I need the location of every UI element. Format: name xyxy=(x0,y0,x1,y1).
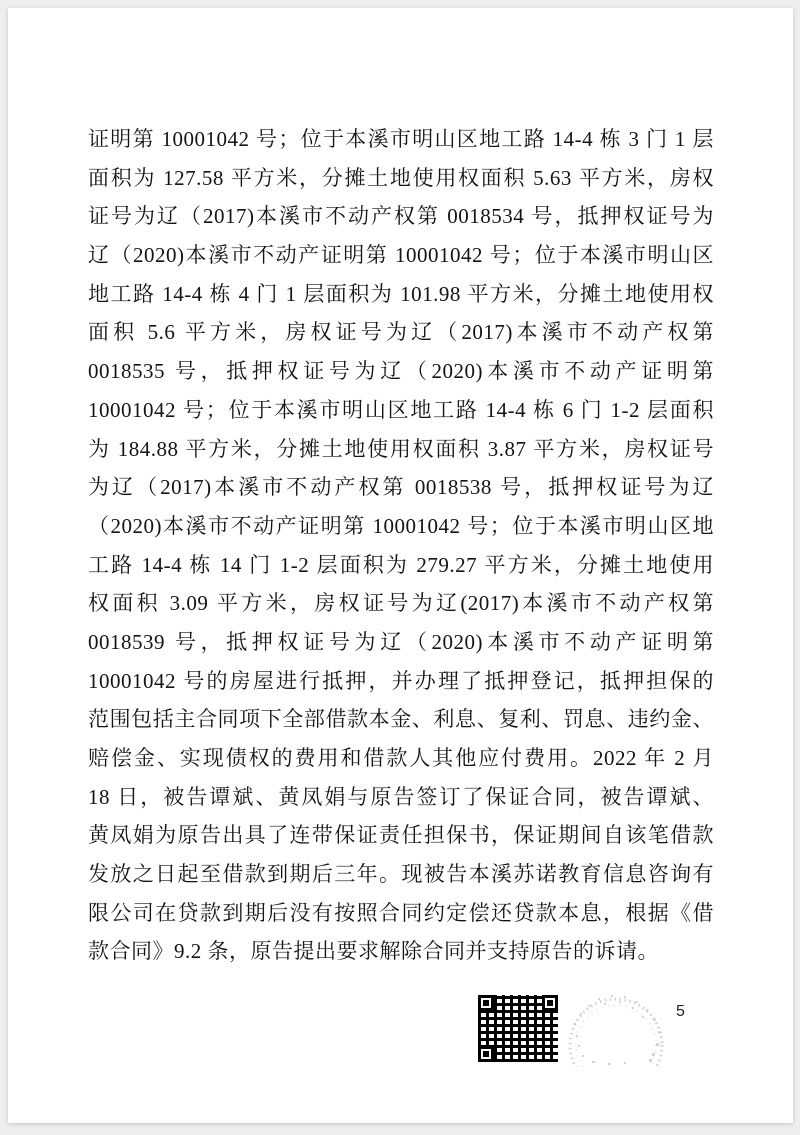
text-line: 为辽（2017)本溪市不动产权第 0018538 号，抵押权证号为辽 xyxy=(88,475,714,500)
qr-finder-icon xyxy=(542,995,558,1011)
document-body-text xyxy=(88,120,714,971)
text-line: 18 日，被告谭斌、黄凤娟与原告签订了保证合同，被告谭斌、 xyxy=(88,784,714,809)
text-line: 0018539 号，抵押权证号为辽（2020)本溪市不动产证明第 xyxy=(88,629,714,654)
qr-code-icon xyxy=(478,995,558,1062)
faded-seal-stamp-icon xyxy=(564,983,668,1067)
page-number: 5 xyxy=(676,1003,685,1020)
text-line: （2020)本溪市不动产证明第 10001042 号；位于本溪市明山区地 xyxy=(88,513,714,538)
text-line: 工路 14-4 栋 14 门 1-2 层面积为 279.27 平方米，分摊土地使用 xyxy=(88,552,714,577)
text-line: 权面积 3.09 平方米，房权证号为辽(2017)本溪市不动产权第 xyxy=(88,591,714,616)
text-line: 款合同》9.2 条，原告提出要求解除合同并支持原告的诉请。 xyxy=(88,939,659,964)
text-line: 0018535 号，抵押权证号为辽（2020)本溪市不动产证明第 xyxy=(88,359,714,384)
text-line: 地工路 14-4 栋 4 门 1 层面积为 101.98 平方米，分摊土地使用权 xyxy=(88,281,714,306)
text-line: 10001042 号的房屋进行抵押，并办理了抵押登记，抵押担保的 xyxy=(88,668,714,693)
text-line: 证号为辽（2017)本溪市不动产权第 0018534 号，抵押权证号为 xyxy=(88,204,714,229)
qr-finder-icon xyxy=(478,995,494,1011)
text-line: 赔偿金、实现债权的费用和借款人其他应付费用。2022 年 2 月 xyxy=(88,746,714,770)
text-line: 辽（2020)本溪市不动产证明第 10001042 号；位于本溪市明山区 xyxy=(88,243,714,268)
text-line: 10001042 号；位于本溪市明山区地工路 14-4 栋 6 门 1-2 层面积 xyxy=(88,397,714,422)
text-line: 范围包括主合同项下全部借款本金、利息、复利、罚息、违约金、 xyxy=(88,707,714,732)
text-line: 面积 5.6 平方米，房权证号为辽（2017)本溪市不动产权第 xyxy=(88,320,714,345)
text-line: 限公司在贷款到期后没有按照合同约定偿还贷款本息，根据《借 xyxy=(88,900,714,925)
text-line: 黄凤娟为原告出具了连带保证责任担保书，保证期间自该笔借款 xyxy=(88,823,714,848)
qr-finder-icon xyxy=(478,1046,494,1062)
text-line: 面积为 127.58 平方米，分摊土地使用权面积 5.63 平方米，房权 xyxy=(88,165,714,190)
text-line: 为 184.88 平方米，分摊土地使用权面积 3.87 平方米，房权证号 xyxy=(88,436,714,461)
document-page xyxy=(8,8,793,1123)
text-line: 证明第 10001042 号；位于本溪市明山区地工路 14-4 栋 3 门 1 层 xyxy=(88,127,714,151)
text-line: 发放之日起至借款到期后三年。现被告本溪苏诺教育信息咨询有 xyxy=(88,862,714,887)
